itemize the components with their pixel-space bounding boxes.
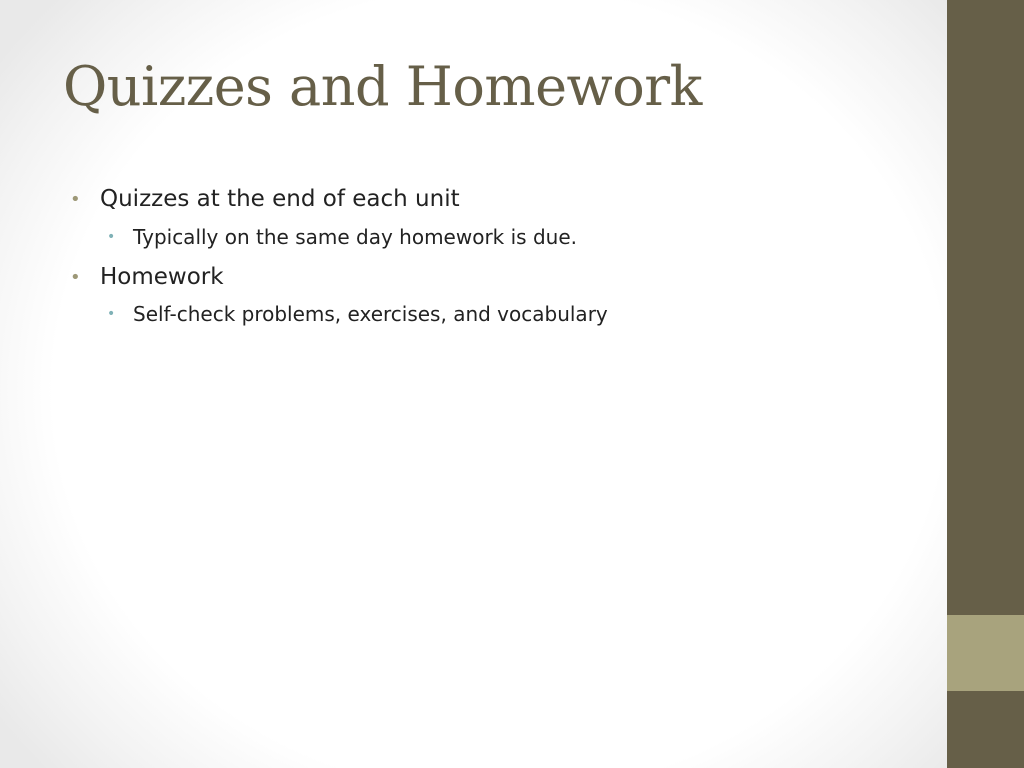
- subbullet-text-homework-details: Self-check problems, exercises, and vocabulary: [133, 302, 608, 327]
- bullet-text-quizzes: Quizzes at the end of each unit: [100, 186, 460, 212]
- bullet-item-quizzes: [70, 186, 930, 214]
- bullet-dot-icon: •: [107, 306, 116, 323]
- bullet-dot-icon: •: [70, 189, 81, 210]
- bullet-item-homework: [70, 264, 930, 292]
- sidebar-accent-block: [947, 615, 1024, 691]
- bullet-dot-icon: •: [107, 228, 116, 245]
- subbullet-item-quiz-timing: [70, 225, 930, 249]
- bullet-list: [70, 186, 930, 326]
- page-title: Quizzes and Homework: [63, 55, 702, 118]
- bullet-dot-icon: •: [70, 266, 81, 288]
- bullet-text-homework: Homework: [100, 263, 224, 290]
- subbullet-item-homework-details: [70, 302, 930, 326]
- subbullet-text-quiz-timing: Typically on the same day homework is due.: [133, 224, 577, 249]
